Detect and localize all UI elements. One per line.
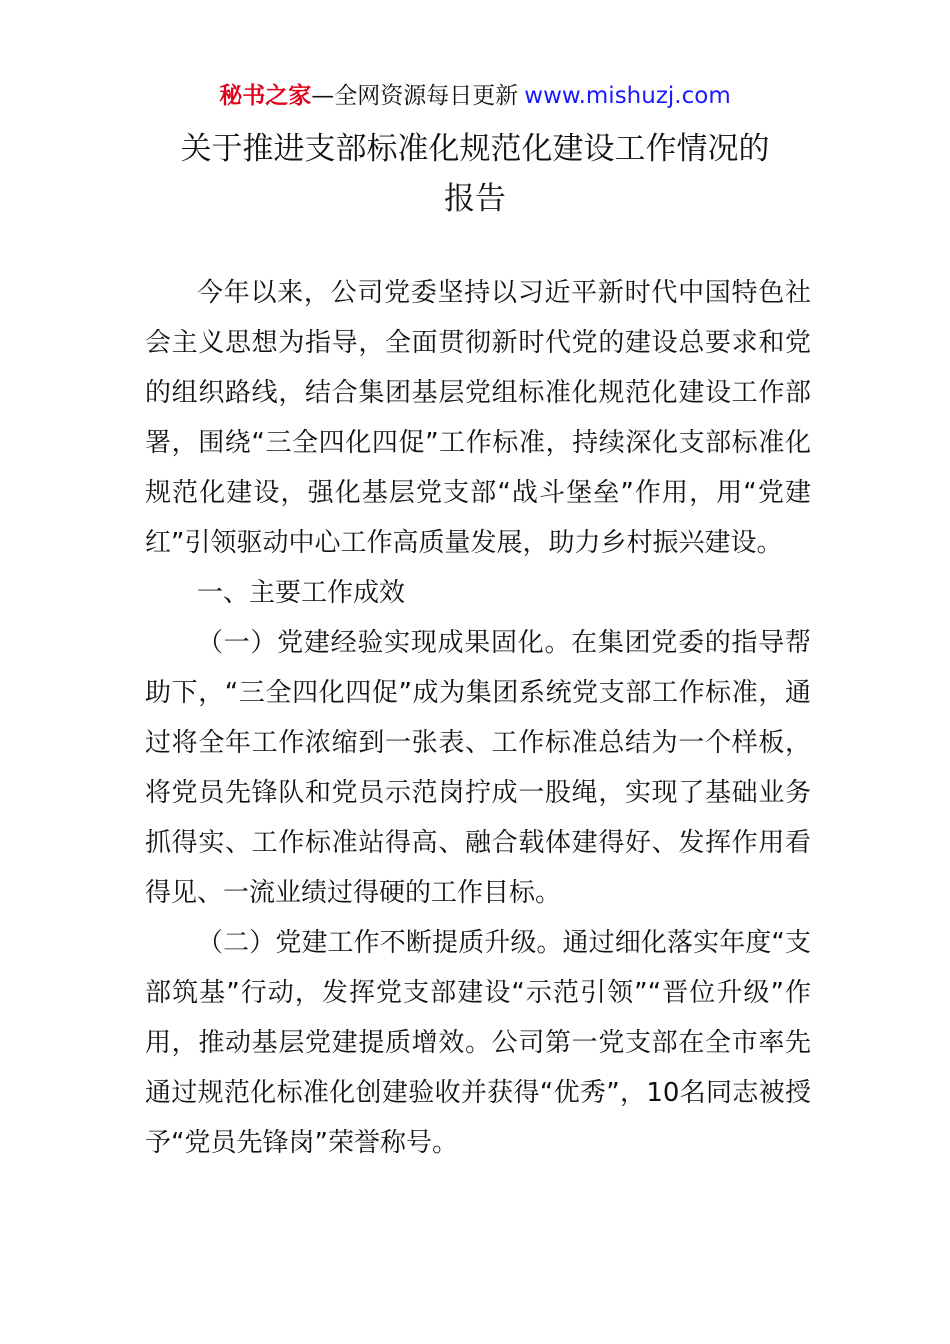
section-heading-1: 一、主要工作成效 [197,578,406,608]
title-line-2: 报告 [444,181,506,217]
title-line-1: 关于推进支部标准化规范化建设工作情况的 [180,131,770,167]
paragraph-intro: 今年以来，公司党委坚持以习近平新时代中国特色社会主义思想为指导，全面贯彻新时代党的建设总要求和党的组织路线，结合集团基层党组标准化规范化建设工作部署，围绕“三全四化四促”工作标准，持续深化支部标准化规范化建设，强化基层党支部“战斗堡垒”作用，用“党建红”引领驱动中心工作高质量发展，助力乡村振兴建设。 [145,278,811,558]
site-header [0,80,950,112]
document-title [0,124,950,224]
site-url-link[interactable]: www.mishuzj.com [524,83,731,109]
paragraph-item-1: （一）党建经验实现成果固化。在集团党委的指导帮助下，“三全四化四促”成为集团系统党支部工作标准，通过将全年工作浓缩到一张表、工作标准总结为一个样板，将党员先锋队和党员示范岗拧成一股绳，实现了基础业务抓得实、工作标准站得高、融合载体建得好、发挥作用看得见、一流业绩过得硬的工作目标。 [145,628,811,908]
document-body [145,268,811,1168]
site-tagline: —全网资源每日更新 [311,83,519,109]
paragraph-item-2: （二）党建工作不断提质升级。通过细化落实年度“支部筑基”行动，发挥党支部建设“示范引领”“晋位升级”作用，推动基层党建提质增效。公司第一党支部在全市率先通过规范化标准化创建验收并获得“优秀”，10名同志被授予“党员先锋岗”荣誉称号。 [145,928,811,1158]
site-name: 秘书之家 [219,83,312,109]
